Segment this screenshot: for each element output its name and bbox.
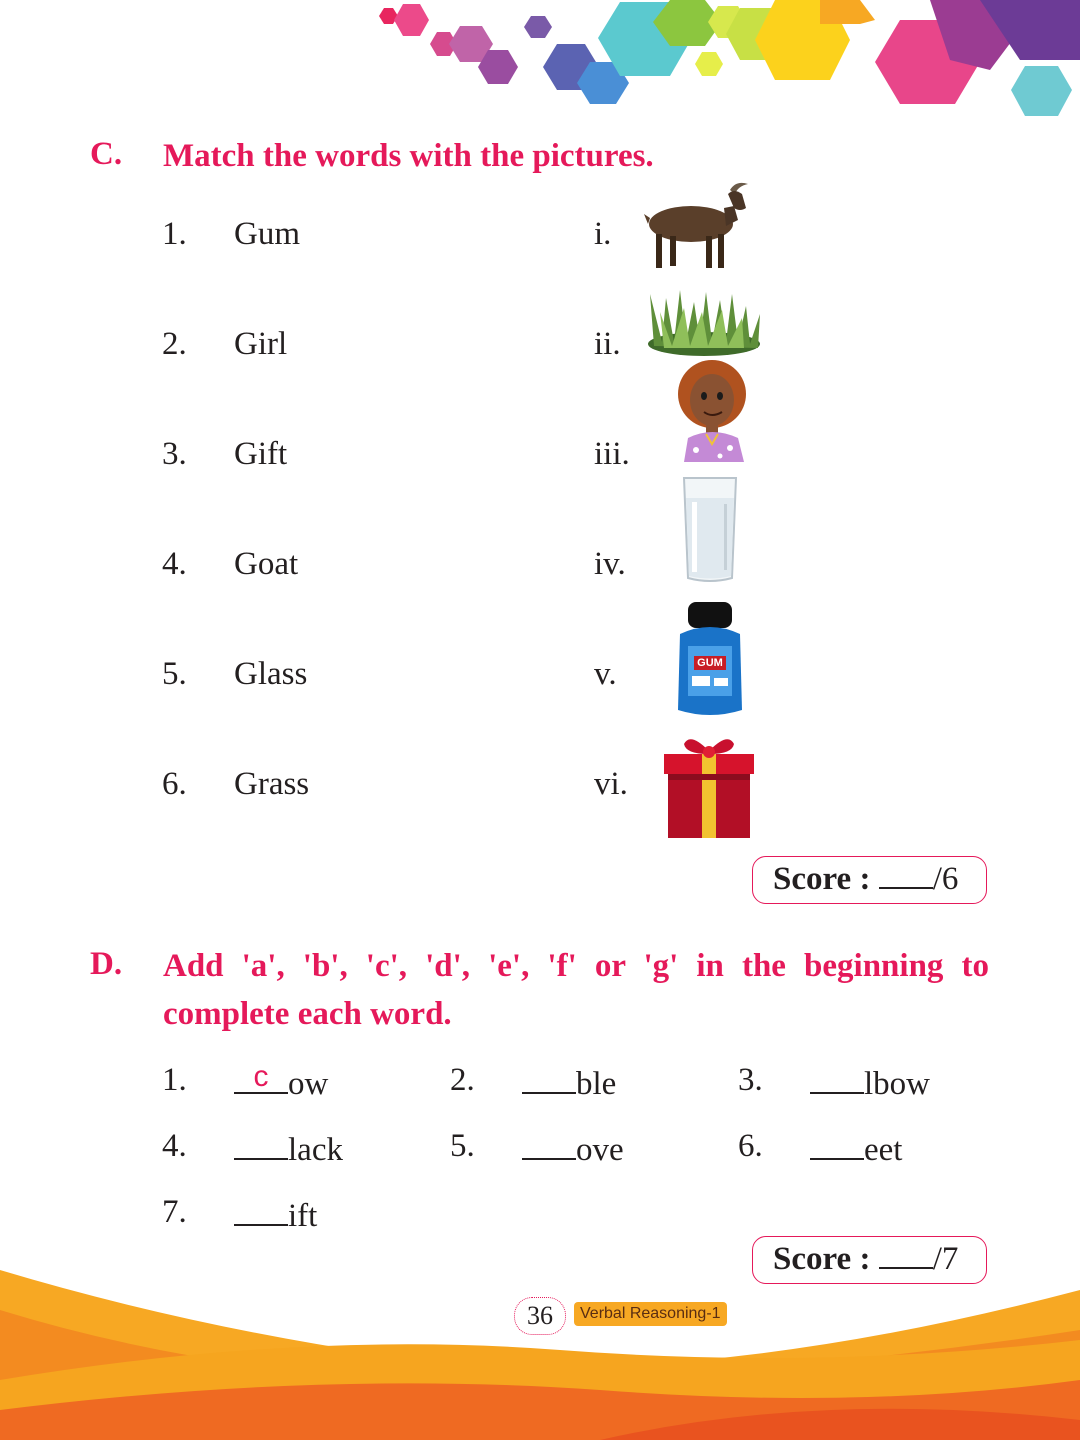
match-row [0, 436, 1080, 476]
fill-item-number: 5. [450, 1128, 475, 1164]
score-total: /7 [932, 1241, 959, 1277]
score-label: Score : [773, 861, 871, 897]
section-c-title: Match the words with the pictures. [163, 138, 654, 174]
word-suffix: ow [288, 1066, 329, 1102]
fill-item [234, 1194, 317, 1235]
match-word[interactable]: Gum [234, 216, 300, 252]
word-suffix: ble [576, 1066, 617, 1102]
score-label: Score : [773, 1241, 871, 1277]
match-number: 6. [162, 766, 187, 802]
section-c-score-box [752, 856, 987, 904]
fill-item [522, 1062, 616, 1103]
grass-icon[interactable] [644, 288, 766, 358]
match-row [0, 326, 1080, 366]
match-word[interactable]: Goat [234, 546, 299, 582]
match-word[interactable]: Grass [234, 766, 310, 802]
match-row [0, 216, 1080, 256]
gum-bottle-icon[interactable] [674, 602, 746, 718]
fill-blank[interactable] [234, 1128, 288, 1160]
match-roman: vi. [594, 766, 628, 802]
gift-box-icon[interactable] [660, 732, 758, 840]
fill-item-number: 1. [162, 1062, 187, 1098]
match-roman: iv. [594, 546, 626, 582]
match-word[interactable]: Gift [234, 436, 288, 472]
match-word[interactable]: Glass [234, 656, 308, 692]
fill-blank[interactable] [234, 1194, 288, 1226]
score-blank[interactable] [879, 857, 933, 889]
word-suffix: lbow [864, 1066, 930, 1102]
fill-answer: c [253, 1060, 269, 1093]
glass-icon[interactable] [680, 474, 740, 586]
girl-icon[interactable] [676, 358, 752, 462]
word-suffix: ift [288, 1198, 318, 1234]
section-d-title: Add 'a', 'b', 'c', 'd', 'e', 'f' or 'g' in the beginning to complete each word. [163, 948, 989, 1032]
match-roman: v. [594, 656, 617, 692]
match-number: 4. [162, 546, 187, 582]
match-row [0, 546, 1080, 586]
fill-item [234, 1128, 343, 1169]
fill-blank[interactable] [522, 1128, 576, 1160]
match-roman: iii. [594, 436, 630, 472]
match-row [0, 766, 1080, 806]
book-title-tag: Verbal Reasoning-1 [574, 1302, 727, 1326]
word-suffix: ove [576, 1132, 624, 1168]
footer-wave-decoration [0, 1270, 1080, 1440]
match-number: 3. [162, 436, 187, 472]
score-total: /6 [932, 861, 959, 897]
gum-bottle-label: GUM [694, 656, 726, 670]
fill-item-number: 3. [738, 1062, 763, 1098]
fill-item [810, 1062, 930, 1103]
fill-blank[interactable] [810, 1128, 864, 1160]
page-number: 36 [514, 1297, 566, 1335]
fill-blank[interactable] [810, 1062, 864, 1094]
fill-item [522, 1128, 624, 1169]
match-number: 1. [162, 216, 187, 252]
match-number: 2. [162, 326, 187, 362]
match-row [0, 656, 1080, 696]
word-suffix: eet [864, 1132, 903, 1168]
match-word[interactable]: Girl [234, 326, 288, 362]
match-number: 5. [162, 656, 187, 692]
fill-item-number: 2. [450, 1062, 475, 1098]
header-hexagon-decoration [0, 0, 1080, 125]
fill-item [234, 1062, 328, 1103]
section-d-letter: D. [90, 946, 123, 982]
score-blank[interactable] [879, 1237, 933, 1269]
match-roman: ii. [594, 326, 621, 362]
fill-blank[interactable] [234, 1062, 288, 1094]
section-d-score-box [752, 1236, 987, 1284]
match-roman: i. [594, 216, 612, 252]
fill-blank[interactable] [522, 1062, 576, 1094]
word-suffix: lack [288, 1132, 343, 1168]
fill-item [810, 1128, 902, 1169]
fill-item-number: 7. [162, 1194, 187, 1230]
goat-icon[interactable] [636, 180, 751, 272]
section-c-letter: C. [90, 136, 123, 172]
fill-item-number: 6. [738, 1128, 763, 1164]
fill-item-number: 4. [162, 1128, 187, 1164]
